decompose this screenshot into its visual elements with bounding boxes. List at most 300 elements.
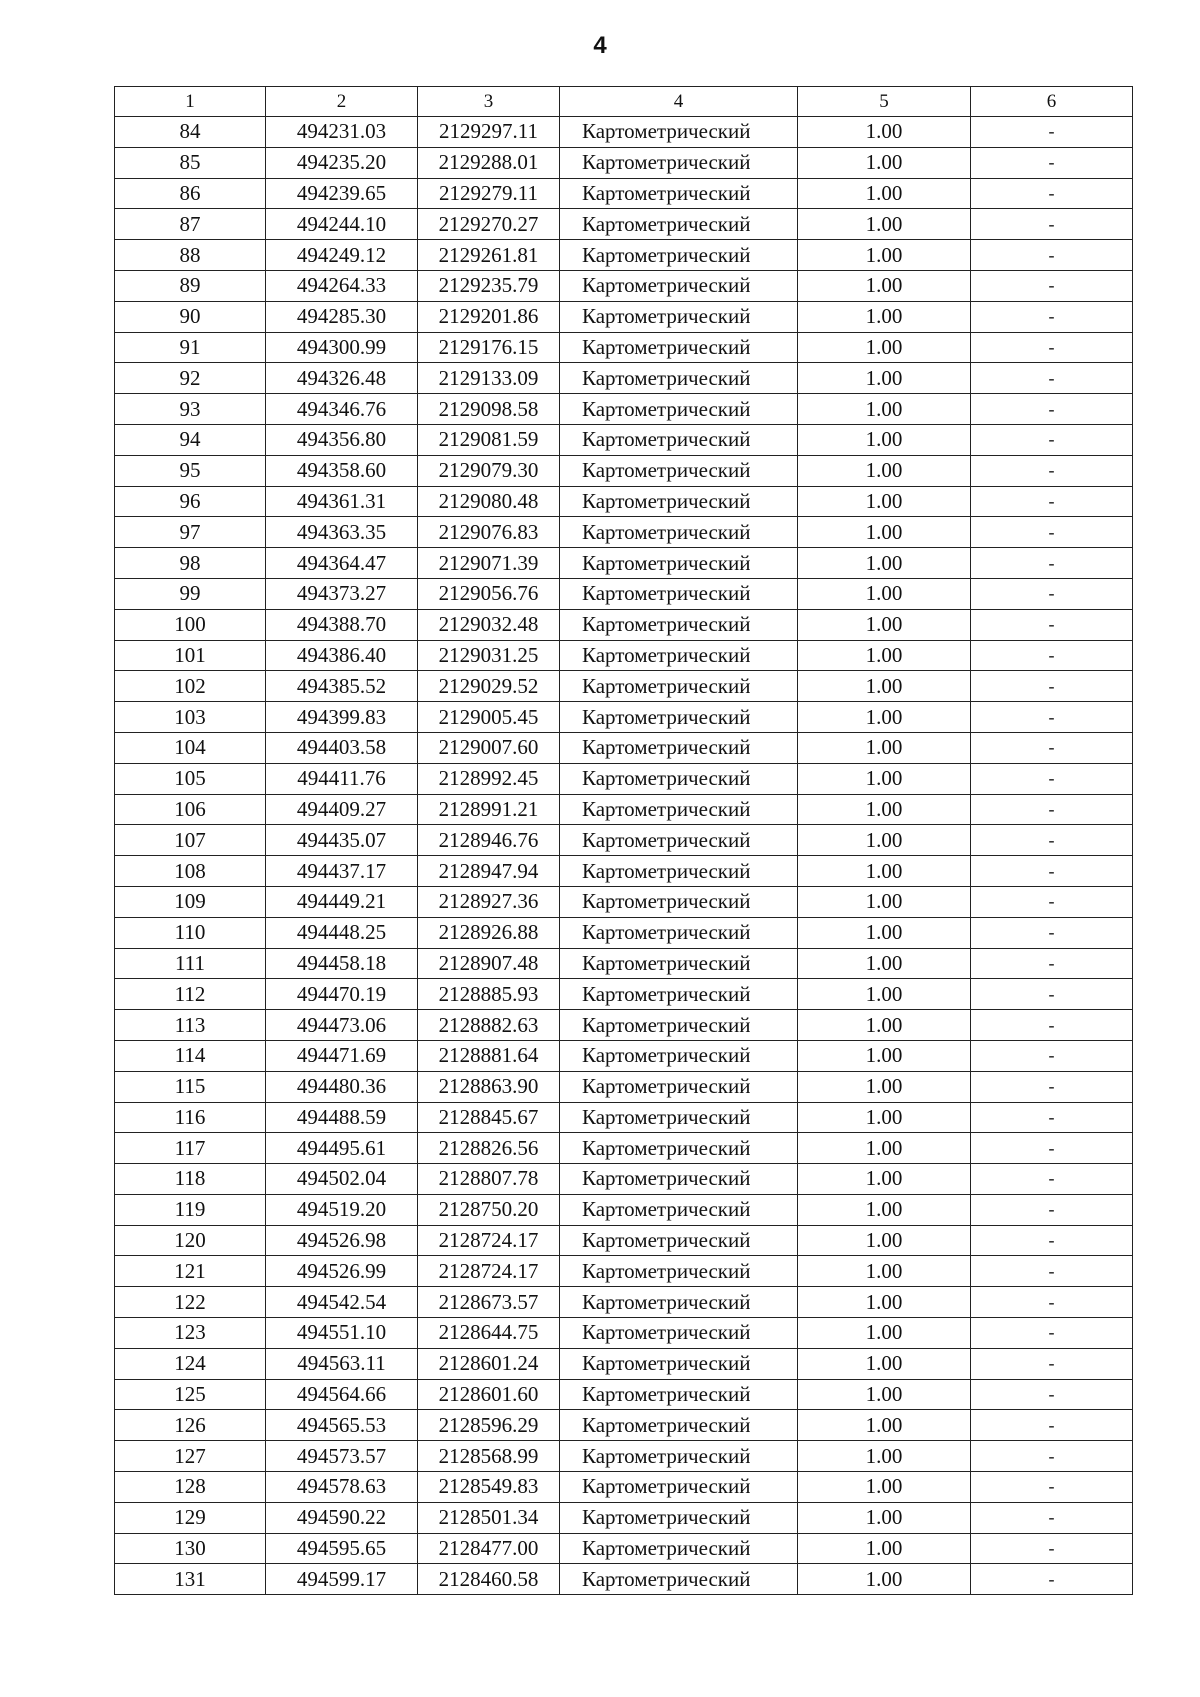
coordinate-y-cell: 2129201.86 <box>418 301 560 332</box>
coordinate-x-cell: 494285.30 <box>266 301 418 332</box>
description-cell: - <box>971 917 1133 948</box>
method-cell: Картометрический <box>560 424 798 455</box>
table-row <box>115 702 1133 733</box>
description-cell: - <box>971 1379 1133 1410</box>
method-cell: Картометрический <box>560 794 798 825</box>
accuracy-cell: 1.00 <box>798 1010 971 1041</box>
coordinate-y-cell: 2129029.52 <box>418 671 560 702</box>
point-number-cell: 121 <box>115 1256 266 1287</box>
point-number-cell: 116 <box>115 1102 266 1133</box>
coordinate-x-cell: 494595.65 <box>266 1533 418 1564</box>
accuracy-cell: 1.00 <box>798 1256 971 1287</box>
description-cell: - <box>971 424 1133 455</box>
coordinate-x-cell: 494502.04 <box>266 1164 418 1195</box>
point-number-cell: 124 <box>115 1348 266 1379</box>
table-row <box>115 147 1133 178</box>
column-header-1: 1 <box>115 87 266 117</box>
accuracy-cell: 1.00 <box>798 548 971 579</box>
table-row <box>115 917 1133 948</box>
accuracy-cell: 1.00 <box>798 301 971 332</box>
point-number-cell: 108 <box>115 856 266 887</box>
coordinate-x-cell: 494578.63 <box>266 1472 418 1503</box>
method-cell: Картометрический <box>560 1225 798 1256</box>
accuracy-cell: 1.00 <box>798 1040 971 1071</box>
table-row <box>115 609 1133 640</box>
accuracy-cell: 1.00 <box>798 1318 971 1349</box>
table-row <box>115 1379 1133 1410</box>
accuracy-cell: 1.00 <box>798 609 971 640</box>
coordinate-x-cell: 494409.27 <box>266 794 418 825</box>
method-cell: Картометрический <box>560 1318 798 1349</box>
table-row <box>115 825 1133 856</box>
accuracy-cell: 1.00 <box>798 1225 971 1256</box>
description-cell: - <box>971 209 1133 240</box>
coordinate-y-cell: 2129235.79 <box>418 270 560 301</box>
table-row <box>115 178 1133 209</box>
method-cell: Картометрический <box>560 1194 798 1225</box>
table-body <box>115 117 1133 1595</box>
coordinate-x-cell: 494249.12 <box>266 240 418 271</box>
accuracy-cell: 1.00 <box>798 332 971 363</box>
method-cell: Картометрический <box>560 1071 798 1102</box>
method-cell: Картометрический <box>560 178 798 209</box>
accuracy-cell: 1.00 <box>798 1133 971 1164</box>
description-cell: - <box>971 455 1133 486</box>
coordinate-y-cell: 2129080.48 <box>418 486 560 517</box>
coordinate-x-cell: 494542.54 <box>266 1287 418 1318</box>
description-cell: - <box>971 732 1133 763</box>
coordinate-y-cell: 2129005.45 <box>418 702 560 733</box>
table-row <box>115 671 1133 702</box>
page-number: 4 <box>593 32 607 59</box>
method-cell: Картометрический <box>560 1256 798 1287</box>
coordinate-x-cell: 494373.27 <box>266 578 418 609</box>
coordinate-x-cell: 494300.99 <box>266 332 418 363</box>
accuracy-cell: 1.00 <box>798 917 971 948</box>
accuracy-cell: 1.00 <box>798 886 971 917</box>
coordinate-y-cell: 2128881.64 <box>418 1040 560 1071</box>
coordinate-y-cell: 2129133.09 <box>418 363 560 394</box>
point-number-cell: 103 <box>115 702 266 733</box>
method-cell: Картометрический <box>560 455 798 486</box>
coordinate-x-cell: 494590.22 <box>266 1502 418 1533</box>
coordinate-x-cell: 494388.70 <box>266 609 418 640</box>
method-cell: Картометрический <box>560 609 798 640</box>
point-number-cell: 97 <box>115 517 266 548</box>
point-number-cell: 92 <box>115 363 266 394</box>
coordinate-x-cell: 494399.83 <box>266 702 418 733</box>
description-cell: - <box>971 1071 1133 1102</box>
table-row <box>115 640 1133 671</box>
description-cell: - <box>971 1102 1133 1133</box>
accuracy-cell: 1.00 <box>798 671 971 702</box>
coordinate-x-cell: 494361.31 <box>266 486 418 517</box>
point-number-cell: 110 <box>115 917 266 948</box>
coordinate-y-cell: 2129031.25 <box>418 640 560 671</box>
method-cell: Картометрический <box>560 979 798 1010</box>
description-cell: - <box>971 1533 1133 1564</box>
method-cell: Картометрический <box>560 240 798 271</box>
table-row <box>115 1502 1133 1533</box>
accuracy-cell: 1.00 <box>798 1164 971 1195</box>
description-cell: - <box>971 825 1133 856</box>
table-row <box>115 363 1133 394</box>
table-row <box>115 1133 1133 1164</box>
coordinate-y-cell: 2129081.59 <box>418 424 560 455</box>
point-number-cell: 127 <box>115 1441 266 1472</box>
coordinate-y-cell: 2129007.60 <box>418 732 560 763</box>
accuracy-cell: 1.00 <box>798 394 971 425</box>
point-number-cell: 119 <box>115 1194 266 1225</box>
description-cell: - <box>971 1564 1133 1595</box>
accuracy-cell: 1.00 <box>798 147 971 178</box>
coordinate-y-cell: 2128750.20 <box>418 1194 560 1225</box>
coordinate-x-cell: 494358.60 <box>266 455 418 486</box>
table-row <box>115 1287 1133 1318</box>
coordinate-y-cell: 2128926.88 <box>418 917 560 948</box>
table-row <box>115 856 1133 887</box>
description-cell: - <box>971 979 1133 1010</box>
table-row <box>115 578 1133 609</box>
coordinate-y-cell: 2129098.58 <box>418 394 560 425</box>
coordinate-y-cell: 2129297.11 <box>418 117 560 148</box>
description-cell: - <box>971 1410 1133 1441</box>
accuracy-cell: 1.00 <box>798 178 971 209</box>
method-cell: Картометрический <box>560 209 798 240</box>
coordinate-x-cell: 494356.80 <box>266 424 418 455</box>
method-cell: Картометрический <box>560 578 798 609</box>
table-row <box>115 948 1133 979</box>
coordinate-x-cell: 494364.47 <box>266 548 418 579</box>
accuracy-cell: 1.00 <box>798 240 971 271</box>
accuracy-cell: 1.00 <box>798 1410 971 1441</box>
coordinate-y-cell: 2128477.00 <box>418 1533 560 1564</box>
description-cell: - <box>971 1010 1133 1041</box>
coordinate-x-cell: 494326.48 <box>266 363 418 394</box>
method-cell: Картометрический <box>560 886 798 917</box>
table-row <box>115 1410 1133 1441</box>
method-cell: Картометрический <box>560 917 798 948</box>
coordinate-x-cell: 494488.59 <box>266 1102 418 1133</box>
point-number-cell: 112 <box>115 979 266 1010</box>
accuracy-cell: 1.00 <box>798 794 971 825</box>
accuracy-cell: 1.00 <box>798 486 971 517</box>
coordinate-y-cell: 2129288.01 <box>418 147 560 178</box>
point-number-cell: 113 <box>115 1010 266 1041</box>
accuracy-cell: 1.00 <box>798 732 971 763</box>
point-number-cell: 111 <box>115 948 266 979</box>
coordinate-y-cell: 2129270.27 <box>418 209 560 240</box>
method-cell: Картометрический <box>560 548 798 579</box>
description-cell: - <box>971 578 1133 609</box>
accuracy-cell: 1.00 <box>798 1194 971 1225</box>
description-cell: - <box>971 640 1133 671</box>
coordinate-y-cell: 2128673.57 <box>418 1287 560 1318</box>
table-row <box>115 1040 1133 1071</box>
method-cell: Картометрический <box>560 301 798 332</box>
table-row <box>115 794 1133 825</box>
method-cell: Картометрический <box>560 1287 798 1318</box>
coordinate-y-cell: 2128460.58 <box>418 1564 560 1595</box>
method-cell: Картометрический <box>560 332 798 363</box>
coordinate-x-cell: 494346.76 <box>266 394 418 425</box>
coordinate-y-cell: 2128826.56 <box>418 1133 560 1164</box>
coordinates-table <box>114 86 1133 1595</box>
accuracy-cell: 1.00 <box>798 270 971 301</box>
coordinate-x-cell: 494471.69 <box>266 1040 418 1071</box>
description-cell: - <box>971 270 1133 301</box>
coordinate-y-cell: 2128568.99 <box>418 1441 560 1472</box>
method-cell: Картометрический <box>560 856 798 887</box>
table-row <box>115 486 1133 517</box>
column-header-2: 2 <box>266 87 418 117</box>
coordinate-y-cell: 2128807.78 <box>418 1164 560 1195</box>
table-row <box>115 548 1133 579</box>
coordinate-y-cell: 2128724.17 <box>418 1225 560 1256</box>
coordinate-y-cell: 2128992.45 <box>418 763 560 794</box>
table-row <box>115 1533 1133 1564</box>
point-number-cell: 125 <box>115 1379 266 1410</box>
accuracy-cell: 1.00 <box>798 640 971 671</box>
description-cell: - <box>971 1133 1133 1164</box>
table-row <box>115 117 1133 148</box>
coordinate-y-cell: 2128885.93 <box>418 979 560 1010</box>
method-cell: Картометрический <box>560 147 798 178</box>
coordinate-x-cell: 494235.20 <box>266 147 418 178</box>
coordinate-x-cell: 494551.10 <box>266 1318 418 1349</box>
accuracy-cell: 1.00 <box>798 578 971 609</box>
method-cell: Картометрический <box>560 825 798 856</box>
method-cell: Картометрический <box>560 363 798 394</box>
method-cell: Картометрический <box>560 1564 798 1595</box>
coordinate-x-cell: 494239.65 <box>266 178 418 209</box>
method-cell: Картометрический <box>560 486 798 517</box>
method-cell: Картометрический <box>560 1102 798 1133</box>
coordinate-x-cell: 494437.17 <box>266 856 418 887</box>
accuracy-cell: 1.00 <box>798 209 971 240</box>
description-cell: - <box>971 117 1133 148</box>
coordinate-x-cell: 494480.36 <box>266 1071 418 1102</box>
coordinate-y-cell: 2128946.76 <box>418 825 560 856</box>
accuracy-cell: 1.00 <box>798 455 971 486</box>
table-row <box>115 979 1133 1010</box>
description-cell: - <box>971 948 1133 979</box>
table-row <box>115 270 1133 301</box>
table-row <box>115 1564 1133 1595</box>
coordinate-x-cell: 494244.10 <box>266 209 418 240</box>
table-row <box>115 209 1133 240</box>
accuracy-cell: 1.00 <box>798 1348 971 1379</box>
table-row <box>115 1256 1133 1287</box>
description-cell: - <box>971 1287 1133 1318</box>
point-number-cell: 128 <box>115 1472 266 1503</box>
accuracy-cell: 1.00 <box>798 702 971 733</box>
method-cell: Картометрический <box>560 732 798 763</box>
description-cell: - <box>971 1040 1133 1071</box>
description-cell: - <box>971 178 1133 209</box>
description-cell: - <box>971 1472 1133 1503</box>
method-cell: Картометрический <box>560 1133 798 1164</box>
coordinate-y-cell: 2128907.48 <box>418 948 560 979</box>
table-row <box>115 424 1133 455</box>
method-cell: Картометрический <box>560 763 798 794</box>
coordinate-y-cell: 2128601.24 <box>418 1348 560 1379</box>
point-number-cell: 105 <box>115 763 266 794</box>
point-number-cell: 85 <box>115 147 266 178</box>
point-number-cell: 96 <box>115 486 266 517</box>
accuracy-cell: 1.00 <box>798 1441 971 1472</box>
point-number-cell: 109 <box>115 886 266 917</box>
accuracy-cell: 1.00 <box>798 1287 971 1318</box>
coordinate-x-cell: 494564.66 <box>266 1379 418 1410</box>
point-number-cell: 100 <box>115 609 266 640</box>
accuracy-cell: 1.00 <box>798 1102 971 1133</box>
method-cell: Картометрический <box>560 702 798 733</box>
point-number-cell: 118 <box>115 1164 266 1195</box>
point-number-cell: 131 <box>115 1564 266 1595</box>
description-cell: - <box>971 394 1133 425</box>
coordinate-x-cell: 494435.07 <box>266 825 418 856</box>
coordinate-x-cell: 494386.40 <box>266 640 418 671</box>
method-cell: Картометрический <box>560 1379 798 1410</box>
accuracy-cell: 1.00 <box>798 1472 971 1503</box>
coordinate-y-cell: 2128863.90 <box>418 1071 560 1102</box>
coordinate-y-cell: 2129071.39 <box>418 548 560 579</box>
coordinate-x-cell: 494449.21 <box>266 886 418 917</box>
accuracy-cell: 1.00 <box>798 979 971 1010</box>
description-cell: - <box>971 794 1133 825</box>
coordinate-y-cell: 2129279.11 <box>418 178 560 209</box>
table-row <box>115 1102 1133 1133</box>
coordinate-x-cell: 494473.06 <box>266 1010 418 1041</box>
coordinate-x-cell: 494563.11 <box>266 1348 418 1379</box>
coordinate-x-cell: 494599.17 <box>266 1564 418 1595</box>
description-cell: - <box>971 763 1133 794</box>
table-row <box>115 1164 1133 1195</box>
accuracy-cell: 1.00 <box>798 1071 971 1102</box>
coordinate-y-cell: 2129079.30 <box>418 455 560 486</box>
point-number-cell: 106 <box>115 794 266 825</box>
description-cell: - <box>971 517 1133 548</box>
description-cell: - <box>971 1318 1133 1349</box>
description-cell: - <box>971 1194 1133 1225</box>
method-cell: Картометрический <box>560 1502 798 1533</box>
point-number-cell: 95 <box>115 455 266 486</box>
coordinate-x-cell: 494363.35 <box>266 517 418 548</box>
description-cell: - <box>971 363 1133 394</box>
description-cell: - <box>971 609 1133 640</box>
table-row <box>115 240 1133 271</box>
coordinate-x-cell: 494573.57 <box>266 1441 418 1472</box>
description-cell: - <box>971 332 1133 363</box>
description-cell: - <box>971 886 1133 917</box>
method-cell: Картометрический <box>560 1441 798 1472</box>
accuracy-cell: 1.00 <box>798 517 971 548</box>
coordinate-y-cell: 2128596.29 <box>418 1410 560 1441</box>
description-cell: - <box>971 548 1133 579</box>
point-number-cell: 117 <box>115 1133 266 1164</box>
description-cell: - <box>971 1348 1133 1379</box>
description-cell: - <box>971 301 1133 332</box>
point-number-cell: 93 <box>115 394 266 425</box>
accuracy-cell: 1.00 <box>798 948 971 979</box>
table-row <box>115 301 1133 332</box>
table-row <box>115 1318 1133 1349</box>
accuracy-cell: 1.00 <box>798 1533 971 1564</box>
point-number-cell: 120 <box>115 1225 266 1256</box>
column-header-4: 4 <box>560 87 798 117</box>
method-cell: Картометрический <box>560 1348 798 1379</box>
table-row <box>115 886 1133 917</box>
coordinate-y-cell: 2128601.60 <box>418 1379 560 1410</box>
coordinate-y-cell: 2128644.75 <box>418 1318 560 1349</box>
coordinate-y-cell: 2128882.63 <box>418 1010 560 1041</box>
method-cell: Картометрический <box>560 270 798 301</box>
point-number-cell: 122 <box>115 1287 266 1318</box>
point-number-cell: 94 <box>115 424 266 455</box>
point-number-cell: 102 <box>115 671 266 702</box>
table-row <box>115 455 1133 486</box>
table-row <box>115 1071 1133 1102</box>
table-row <box>115 394 1133 425</box>
point-number-cell: 126 <box>115 1410 266 1441</box>
coordinate-y-cell: 2128724.17 <box>418 1256 560 1287</box>
column-header-6: 6 <box>971 87 1133 117</box>
method-cell: Картометрический <box>560 1472 798 1503</box>
coordinate-x-cell: 494264.33 <box>266 270 418 301</box>
method-cell: Картометрический <box>560 1533 798 1564</box>
table-row <box>115 732 1133 763</box>
accuracy-cell: 1.00 <box>798 363 971 394</box>
description-cell: - <box>971 1256 1133 1287</box>
method-cell: Картометрический <box>560 671 798 702</box>
coordinate-y-cell: 2128501.34 <box>418 1502 560 1533</box>
coordinate-y-cell: 2128927.36 <box>418 886 560 917</box>
point-number-cell: 123 <box>115 1318 266 1349</box>
coordinate-x-cell: 494526.99 <box>266 1256 418 1287</box>
description-cell: - <box>971 671 1133 702</box>
coordinate-x-cell: 494519.20 <box>266 1194 418 1225</box>
coordinate-y-cell: 2129032.48 <box>418 609 560 640</box>
table-row <box>115 763 1133 794</box>
point-number-cell: 84 <box>115 117 266 148</box>
method-cell: Картометрический <box>560 394 798 425</box>
accuracy-cell: 1.00 <box>798 1564 971 1595</box>
table-row <box>115 1194 1133 1225</box>
coordinate-y-cell: 2128991.21 <box>418 794 560 825</box>
coordinate-y-cell: 2128845.67 <box>418 1102 560 1133</box>
description-cell: - <box>971 1164 1133 1195</box>
accuracy-cell: 1.00 <box>798 117 971 148</box>
method-cell: Картометрический <box>560 117 798 148</box>
method-cell: Картометрический <box>560 1164 798 1195</box>
method-cell: Картометрический <box>560 517 798 548</box>
table-row <box>115 1225 1133 1256</box>
accuracy-cell: 1.00 <box>798 856 971 887</box>
point-number-cell: 101 <box>115 640 266 671</box>
table-row <box>115 1348 1133 1379</box>
table-row <box>115 332 1133 363</box>
point-number-cell: 115 <box>115 1071 266 1102</box>
coordinate-y-cell: 2129261.81 <box>418 240 560 271</box>
table-row <box>115 1472 1133 1503</box>
coordinate-x-cell: 494458.18 <box>266 948 418 979</box>
accuracy-cell: 1.00 <box>798 424 971 455</box>
method-cell: Картометрический <box>560 1410 798 1441</box>
point-number-cell: 99 <box>115 578 266 609</box>
description-cell: - <box>971 702 1133 733</box>
description-cell: - <box>971 1502 1133 1533</box>
